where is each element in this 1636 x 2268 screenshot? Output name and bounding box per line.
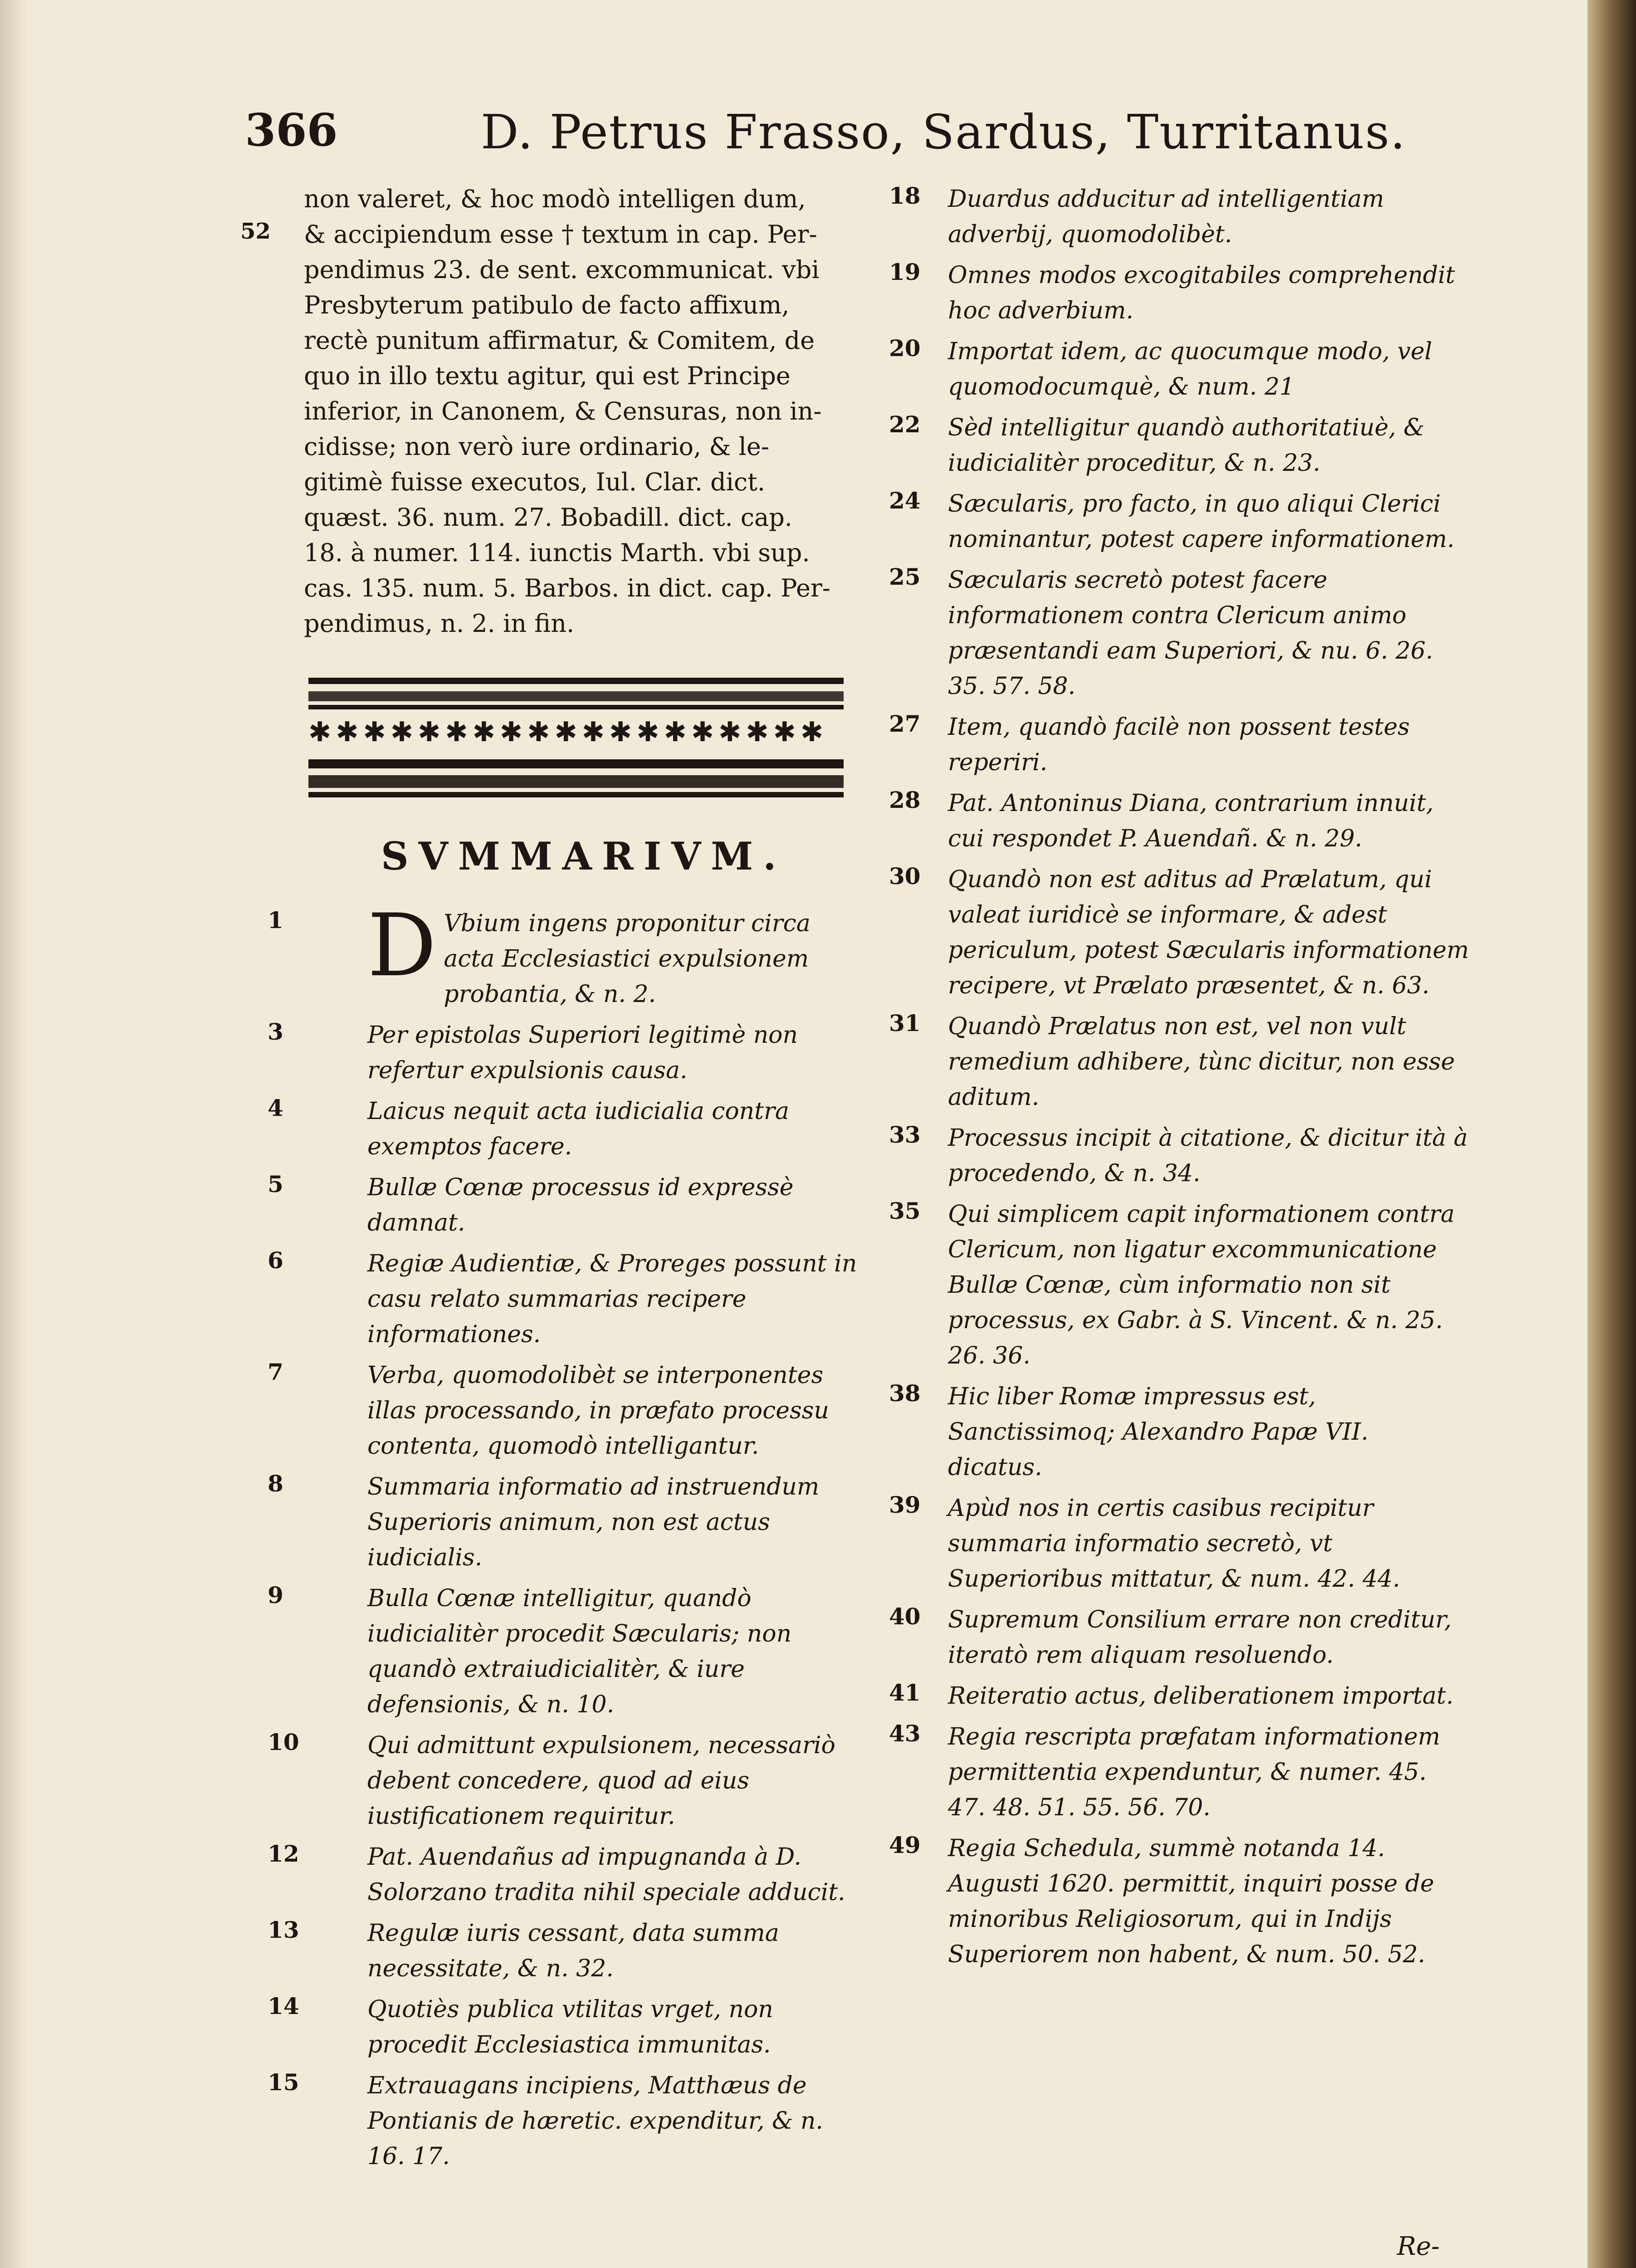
- entry-number: 30: [889, 863, 921, 890]
- entry-text: Duardus adducitur ad intelligentiam adverbij, quomodolibèt.: [948, 186, 1384, 248]
- entry-text: Supremum Consilium errare non creditur, iteratò rem aliquam resoluendo.: [948, 1606, 1452, 1669]
- entry-number: 18: [889, 182, 921, 209]
- svg-text:✱✱✱✱✱✱✱✱✱✱✱✱✱✱✱✱✱✱✱: ✱✱✱✱✱✱✱✱✱✱✱✱✱✱✱✱✱✱✱: [308, 716, 828, 748]
- entry-text: Quandò non est aditus ad Prælatum, qui valeat iuridicè se informare, & adest periculum, potest Sæcularis informationem recipere, vt Prælato præsentet, & n. 63.: [948, 866, 1469, 999]
- entry-text: Sèd intelligitur quandò authoritatiuè, & iudicialitèr proceditur, & n. 23.: [948, 414, 1425, 477]
- summary-entry: [889, 410, 1470, 481]
- summary-entry: [254, 1992, 857, 2063]
- entry-number: 8: [268, 1470, 283, 1497]
- entry-text: Reiteratio actus, deliberationem importat.: [948, 1682, 1454, 1710]
- entry-text: Regia rescripta præfatam informationem permittentia expenduntur, & numer. 45. 47. 48. 51. 55. 56. 70.: [948, 1723, 1441, 1821]
- summary-entry: [254, 1581, 857, 1722]
- text-line: cas. 135. num. 5. Barbos. in dict. cap. Per-: [304, 574, 831, 602]
- summary-entry: [254, 1469, 857, 1575]
- entry-number: 3: [268, 1018, 283, 1045]
- margin-number: 52: [240, 219, 271, 244]
- text-line: 18. à numer. 114. iunctis Marth. vbi sup.: [304, 538, 810, 567]
- entry-text: Summaria informatio ad instruendum Superioris animum, non est actus iudicialis.: [367, 1473, 820, 1571]
- text-line: non valeret, & hoc modò intelligen dum,: [304, 185, 806, 213]
- right-column: [889, 181, 1470, 1978]
- entry-number: 12: [268, 1840, 299, 1867]
- summary-entry: [889, 1602, 1470, 1673]
- entry-number: 7: [268, 1359, 283, 1385]
- body-text-block: [240, 181, 857, 641]
- text-line: quæst. 36. num. 27. Bobadill. dict. cap.: [304, 503, 792, 532]
- entry-text: Regia Schedula, summè notanda 14. Augusti 1620. permittit, inquiri posse de minoribus Religiosorum, qui in Indijs Superiorem non habent, & num. 50. 52.: [948, 1835, 1435, 1968]
- summary-entry: [889, 1009, 1470, 1115]
- summary-entry: [254, 1246, 857, 1352]
- summary-entry: [889, 1491, 1470, 1597]
- summary-entry: [889, 709, 1470, 780]
- summary-entry: [889, 1197, 1470, 1374]
- entry-number: 20: [889, 335, 921, 362]
- entry-text: Omnes modos excogitabiles comprehendit hoc adverbium.: [948, 262, 1455, 324]
- entry-text: Pat. Auendañus ad impugnanda à D. Solorzano tradita nihil speciale adducit.: [367, 1843, 845, 1906]
- text-line: quo in illo textu agitur, qui est Principe: [304, 362, 791, 390]
- entry-text: Hic liber Romæ impressus est, Sanctissimoq; Alexandro Papæ VII. dicatus.: [948, 1383, 1368, 1481]
- entry-number: 19: [889, 259, 921, 285]
- summary-entry: [889, 1719, 1470, 1825]
- summary-entry: [889, 862, 1470, 1003]
- summary-entry: [889, 1831, 1470, 1972]
- entry-number: 6: [268, 1247, 283, 1274]
- text-line: & accipiendum esse † textum in cap. Per-: [304, 220, 817, 249]
- entry-number: 31: [889, 1010, 921, 1036]
- entry-number: 41: [889, 1679, 921, 1706]
- adjacent-page-edge: [1587, 0, 1636, 2268]
- entry-text: Laicus nequit acta iudicialia contra exemptos facere.: [367, 1098, 789, 1160]
- entry-text: Sæcularis secretò potest facere informationem contra Clericum animo præsentandi eam Superiori, & nu. 6. 26. 35. 57. 58.: [948, 567, 1433, 700]
- page-number: 366: [245, 104, 338, 156]
- entry-text: Regiæ Audientiæ, & Proreges possunt in casu relato summarias recipere informationes.: [367, 1250, 857, 1348]
- ornamental-band: [308, 673, 844, 805]
- entry-text: Quotiès publica vtilitas vrget, non procedit Ecclesiastica immunitas.: [367, 1996, 773, 2058]
- entry-text: Quandò Prælatus non est, vel non vult remedium adhibere, tùnc dicitur, non esse aditum.: [948, 1013, 1455, 1111]
- summary-entry: [254, 1170, 857, 1241]
- entry-number: 9: [268, 1582, 283, 1608]
- entry-number: 49: [889, 1832, 921, 1858]
- ornament-row-bottom: [308, 759, 844, 797]
- summary-entry: [254, 1094, 857, 1164]
- entry-number: 5: [268, 1171, 283, 1198]
- summary-entry: [254, 1358, 857, 1464]
- entry-number: 43: [889, 1720, 921, 1747]
- entry-number: 4: [268, 1095, 283, 1121]
- catchword: Re-: [1397, 2232, 1440, 2261]
- entry-text: Pat. Antoninus Diana, contrarium innuit, cui respondet P. Auendañ. & n. 29.: [948, 790, 1434, 852]
- text-line: inferior, in Canonem, & Censuras, non in-: [304, 397, 822, 425]
- summary-entry: [254, 2068, 857, 2174]
- entry-number: 13: [268, 1916, 299, 1943]
- entry-number: 40: [889, 1603, 921, 1630]
- summary-entry: [254, 1728, 857, 1834]
- gutter-shadow: [0, 0, 27, 2268]
- ornament-row-middle: [308, 716, 828, 748]
- summary-entry: [889, 334, 1470, 405]
- entry-text: D Vbium ingens proponitur circa acta Ecclesiastici expulsionem probantia, & n. 2.: [367, 895, 811, 1008]
- text-line: cidisse; non verò iure ordinario, & le-: [304, 432, 770, 461]
- entry-number: 27: [889, 710, 921, 737]
- summary-entry: [889, 562, 1470, 704]
- summary-entry: [254, 895, 857, 1012]
- summary-entry: [254, 1839, 857, 1910]
- summary-entry: [889, 486, 1470, 557]
- summary-entry: [889, 1678, 1470, 1714]
- entry-number: 28: [889, 787, 921, 813]
- summary-entry: [889, 1120, 1470, 1191]
- entry-text: Bullæ Cœnæ processus id expressè damnat.: [367, 1174, 794, 1237]
- entry-text: Processus incipit à citatione, & dicitur ità à procedendo, & n. 34.: [948, 1124, 1468, 1187]
- running-title: D. Petrus Frasso, Sardus, Turritanus.: [481, 104, 1406, 160]
- entry-number: 39: [889, 1491, 921, 1518]
- entry-number: 25: [889, 563, 921, 590]
- entry-text: Qui admittunt expulsionem, necessariò debent concedere, quod ad eius iustificationem requiritur.: [367, 1732, 835, 1830]
- drop-cap: D: [367, 895, 437, 996]
- summary-entry: [254, 1916, 857, 1986]
- entry-number: 38: [889, 1380, 921, 1407]
- summary-entry: [889, 786, 1470, 856]
- entry-text: Regulæ iuris cessant, data summa necessitate, & n. 32.: [367, 1920, 779, 1982]
- entry-text: Per epistolas Superiori legitimè non refertur expulsionis causa.: [367, 1022, 798, 1084]
- entry-number: 33: [889, 1121, 921, 1148]
- summarium-title: SVMMARIVM.: [381, 834, 786, 879]
- text-line: Presbyterum patibulo de facto affixum,: [304, 291, 790, 319]
- summary-list-left: [254, 895, 857, 2174]
- entry-number: 22: [889, 411, 921, 438]
- text-line: gitimè fuisse executos, Iul. Clar. dict.: [304, 468, 766, 496]
- text-line: pendimus, n. 2. in fin.: [304, 609, 575, 638]
- entry-number: 10: [268, 1729, 299, 1755]
- entry-number: 1: [268, 907, 283, 934]
- entry-number: 15: [268, 2069, 299, 2096]
- entry-text: Bulla Cœnæ intelligitur, quandò iudicialitèr procedit Sæcularis; non quandò extraiudicialitèr, & iure defensionis, & n. 10.: [367, 1585, 792, 1718]
- entry-text: Qui simplicem capit informationem contra Clericum, non ligatur excommunicatione Bullæ Cœnæ, cùm informatio non sit processus, ex Gabr. à S. Vincent. & n. 25. 26. 36.: [948, 1201, 1455, 1369]
- text-line: pendimus 23. de sent. excommunicat. vbi: [304, 255, 820, 284]
- entry-text: Apùd nos in certis casibus recipitur summaria informatio secretò, vt Superioribus mittatur, & num. 42. 44.: [948, 1495, 1400, 1593]
- entry-text: Verba, quomodolibèt se interponentes illas processando, in præfato processu contenta, quomodò intelligantur.: [367, 1362, 829, 1460]
- entry-text: Extrauagans incipiens, Matthæus de Pontianis de hæretic. expenditur, & n. 16. 17.: [367, 2072, 823, 2170]
- entry-text: Item, quandò facilè non possent testes reperiri.: [948, 714, 1410, 776]
- summary-entry: [889, 1379, 1470, 1485]
- entry-number: 14: [268, 1993, 299, 2019]
- page-header: [245, 104, 1470, 168]
- entry-text: Importat idem, ac quocumque modo, vel quomodocumquè, & num. 21: [948, 338, 1432, 401]
- left-column: [240, 181, 857, 2180]
- ornament-row-top: [308, 678, 844, 709]
- summary-entry: [254, 1017, 857, 1088]
- entry-number: 24: [889, 487, 921, 514]
- entry-number: 35: [889, 1198, 921, 1224]
- summary-entry: [889, 181, 1470, 252]
- text-line: rectè punitum affirmatur, & Comitem, de: [304, 326, 815, 355]
- summary-entry: [889, 258, 1470, 328]
- entry-text: Sæcularis, pro facto, in quo aliqui Clerici nominantur, potest capere informationem.: [948, 490, 1455, 553]
